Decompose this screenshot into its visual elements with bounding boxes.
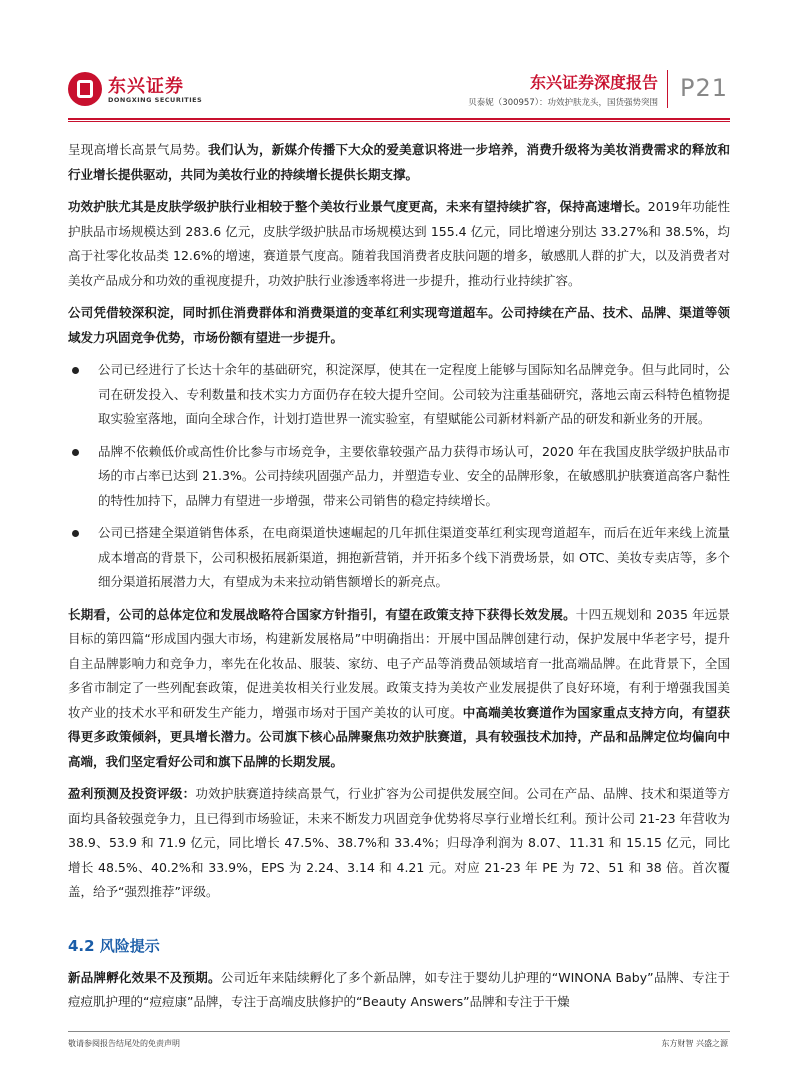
paragraph-outlook: 呈现高增长高景气局势。我们认为，新媒介传播下大众的爱美意识将进一步培养，消费升级将为美妆消费需求的释放和行业增长提供驱动，共同为美妆行业的持续增长提供长期支撑。 (68, 142, 730, 182)
paragraph-market-growth: 功效护肤尤其是皮肤学级护肤行业相较于整个美妆行业景气度更高，未来有望持续扩容，保持高速增长。2019年功能性护肤品市场规模达到 283.6 亿元，皮肤学级护肤品市场规模达到 155.4 亿元，同比增速分别达 33.27%和 38.5%，均高于社零化妆品类 12.6%的增速，赛道景气度高。随着我国消费者皮肤问题的增多，敏感肌人群的扩大，以及消费者对美妆产品成分和功效的重视度提升，功效护肤行业渗透率将进一步提升，推动行业持续扩容。 (68, 199, 730, 288)
logo-english-name: DONGXING SECURITIES (108, 96, 203, 104)
bullet-icon (72, 530, 79, 537)
report-title: 东兴证券深度报告 (529, 73, 658, 92)
logo-chinese-name: 东兴证券 (108, 76, 184, 97)
page-number: P21 (680, 74, 729, 102)
footer-disclaimer: 敬请参阅报告结尾处的免责声明 (68, 1039, 180, 1048)
bullet-icon (72, 449, 79, 456)
list-item: 品牌不依赖低价或高性价比参与市场竞争，主要依靠较强产品力获得市场认可，2020 年在我国皮肤学级护肤品市场的市占率已达到 21.3%。公司持续巩固强产品力，并塑造专业、安全的品牌形象，在敏感肌护肤赛道高客户黏性的特性加持下，品牌力有望进一步增强，带来公司销售的稳定持续增长。 (68, 440, 730, 514)
company-logo (68, 72, 203, 112)
section-title-risk: 4.2 风险提示 (68, 936, 160, 955)
footer-slogan: 东方财智 兴盛之源 (661, 1039, 728, 1048)
paragraph-company-advantage: 公司凭借较深积淀，同时抓住消费群体和消费渠道的变革红利实现弯道超车。公司持续在产品、技术、品牌、渠道等领域发力巩固竞争优势，市场份额有望进一步提升。 (68, 305, 730, 345)
footer-rule (68, 1031, 730, 1032)
paragraph-forecast-rating: 盈利预测及投资评级：功效护肤赛道持续高景气，行业扩容为公司提供发展空间。公司在产品、品牌、技术和渠道等方面均具备较强竞争力，且已得到市场验证，未来不断发力巩固竞争优势将尽享行业增长红利。预计公司 21-23 年营收为 38.9、53.9 和 71.9 亿元，同比增长 47.5%、38.7%和 33.4%；归母净利润为 8.07、11.31 和 15.15 亿元，同比增长 48.5%、40.2%和 33.9%，EPS 为 2.24、3.14 和 4.21 元。对应 21-23 年 PE 为 72、51 和 38 倍。首次覆盖，给予“强烈推荐”评级。 (68, 786, 730, 899)
list-item: 公司已经进行了长达十余年的基础研究，积淀深厚，使其在一定程度上能够与国际知名品牌竞争。但与此同时，公司在研发投入、专利数量和技术实力方面仍存在较大提升空间。公司较为注重基础研究，落地云南云科特色植物提取实验室落地，面向全球合作，计划打造世界一流实验室，有望赋能公司新材料新产品的研发和新业务的开展。 (68, 358, 730, 432)
list-item: 公司已搭建全渠道销售体系，在电商渠道快速崛起的几年抓住渠道变革红利实现弯道超车，而后在近年来线上流量成本增高的背景下，公司积极拓展新渠道，拥抱新营销，并开拓多个线下消费场景，如 OTC、美妆专卖店等，多个细分渠道拓展潜力大，有望成为未来拉动销售额增长的新亮点。 (68, 521, 730, 595)
advantage-list (68, 358, 730, 595)
page-header (0, 0, 794, 130)
logo-mark-icon (68, 72, 102, 106)
header-divider (667, 70, 668, 108)
paragraph-policy: 长期看，公司的总体定位和发展战略符合国家方针指引，有望在政策支持下获得长效发展。十四五规划和 2035 年远景目标的第四篇“形成国内强大市场，构建新发展格局”中明确指出：开展中国品牌创建行动，保护发展中华老字号，提升自主品牌影响力和竞争力，率先在化妆品、服装、家纺、电子产品等消费品领域培育一批高端品牌。在此背景下，全国多省市制定了一些列配套政策，促进美妆相关行业发展。政策支持为美妆产业发展提供了良好环境，有利于增强我国美妆产业的技术水平和研发生产能力，增强市场对于国产美妆的认可度。中高端美妆赛道作为国家重点支持方向，有望获得更多政策倾斜，更具增长潜力。公司旗下核心品牌聚焦功效护肤赛道，具有较强技术加持，产品和品牌定位均偏向中高端，我们坚定看好公司和旗下品牌的长期发展。 (68, 606, 730, 769)
paragraph-risk-new-brand: 新品牌孵化效果不及预期。公司近年来陆续孵化了多个新品牌，如专注于婴幼儿护理的“WINONA Baby”品牌、专注于痘痘肌护理的“痘痘康”品牌，专注于高端皮肤修护的“Beauty Answers”品牌和专注于干燥 (68, 969, 730, 1009)
header-rule-thin (68, 121, 730, 122)
report-body (68, 138, 730, 1023)
bullet-icon (72, 367, 79, 374)
report-subtitle: 贝泰妮（300957）：功效护肤龙头，国货强势突围 (468, 98, 658, 108)
header-rule (68, 118, 730, 120)
